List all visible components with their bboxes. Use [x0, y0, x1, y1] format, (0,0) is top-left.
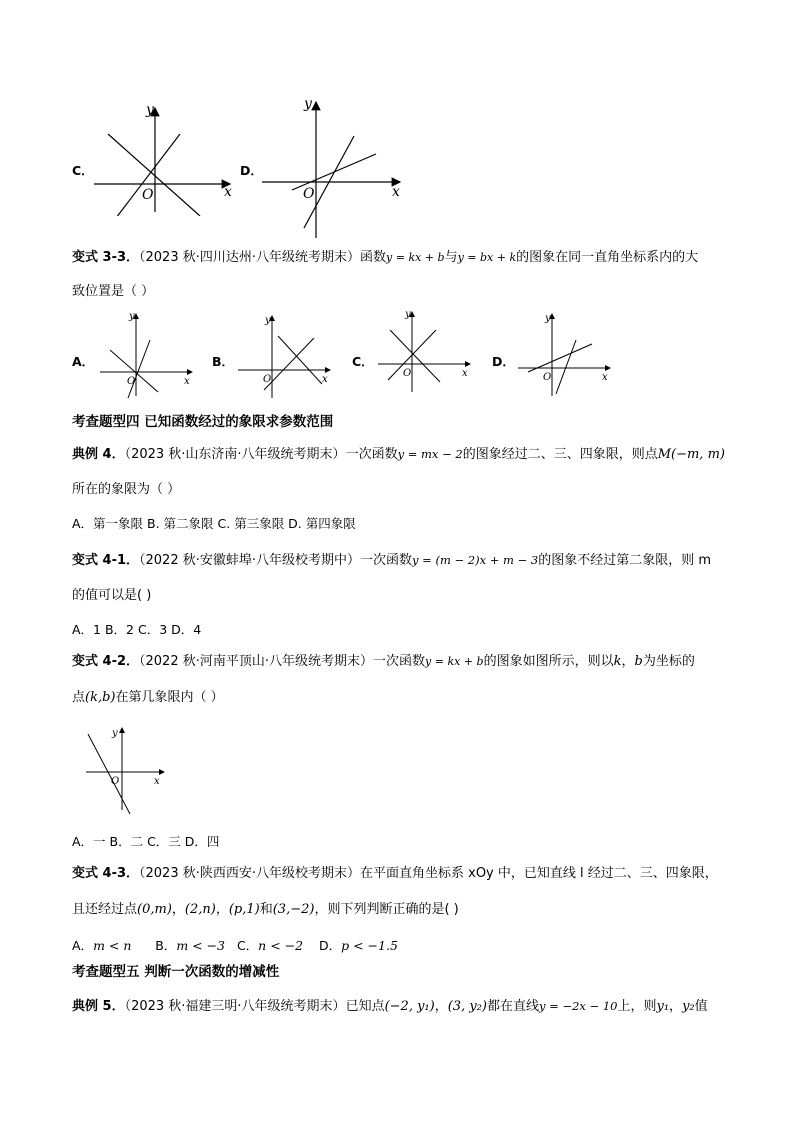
v33-option-b-label: B． — [212, 354, 235, 369]
ex5-text-b: 都在直线 — [486, 999, 539, 1014]
v33-text-b: 与 — [444, 250, 458, 265]
x-axis-label: x — [392, 184, 400, 200]
v33-text-c: 的图象在同一直角坐标系内的大 — [516, 250, 699, 265]
option-c-label: C． — [72, 163, 94, 178]
line-steep — [556, 340, 576, 394]
v42-choices: A．一 B．二 C．三 D．四 — [72, 834, 220, 849]
v43-choice-d: p < −1.5 — [341, 938, 398, 953]
v43-choices — [72, 936, 398, 956]
v42-line2-a: 点 — [72, 690, 86, 705]
v33-graph-c — [374, 308, 474, 398]
ex4-point: M(−m, m) — [657, 447, 725, 462]
v33-option-c-label: C． — [352, 354, 374, 369]
v42-var-k: k — [613, 654, 622, 669]
v33-source: （2023 秋·四川达州·八年级统考期末） — [139, 250, 360, 265]
v42-text-c: ， — [621, 654, 635, 669]
ex4-source: （2023 秋·山东济南·八年级统考期末） — [124, 447, 346, 462]
v33-graph-d — [514, 310, 614, 400]
ex4-text-a: 一次函数 — [345, 447, 398, 462]
v43-sep-1: ， — [171, 902, 185, 917]
ex4-choices: A．第一象限 B. 第二象限 C. 第三象限 D. 第四象限 — [72, 516, 356, 531]
ex5-point-1: (−2, y₁) — [384, 999, 435, 1014]
x-axis-label: x — [184, 376, 190, 387]
y-axis-label: y — [405, 309, 411, 320]
v33-option-a-label: A． — [72, 354, 95, 369]
v33-graph-b — [234, 312, 334, 402]
v41-eq: y = (m − 2)x + m − 3 — [412, 553, 539, 567]
v41-text-b: 的图象不经过第二象限，则 m — [538, 553, 711, 568]
origin-label: O — [111, 776, 120, 787]
v43-and: 和 — [259, 902, 273, 917]
v43-choice-a-label: A． — [72, 938, 94, 953]
ex4-text-b: 的图象经过二、三、四象限，则点 — [462, 447, 658, 462]
ex5-sep: ， — [434, 999, 448, 1014]
v33-line2: 致位置是（ ） — [72, 284, 155, 299]
v33-graph-a — [96, 310, 196, 400]
v33-eq1: y = kx + b — [386, 251, 445, 264]
v43-choice-a: m < n — [93, 938, 132, 953]
v41-source: （2022 秋·安徽蚌埠·八年级校考期中） — [139, 553, 360, 568]
v43-point-2: (2,n) — [184, 902, 216, 917]
v41-line1 — [72, 550, 711, 571]
x-axis-label: x — [602, 372, 608, 383]
y-axis-label: y — [112, 728, 118, 739]
line-increasing — [116, 134, 180, 216]
v43-choice-c-label: C． — [236, 938, 259, 953]
v42-line2 — [72, 688, 224, 708]
v41-tag: 变式 4-1． — [72, 553, 140, 568]
v43-point-3: (p,1) — [228, 902, 260, 917]
option-d-label: D． — [240, 163, 263, 178]
y-axis-label: y — [146, 102, 154, 118]
v42-line1 — [72, 652, 695, 672]
origin-label: O — [142, 187, 154, 203]
v43-choice-d-label: D． — [318, 938, 342, 953]
origin-label: O — [543, 372, 552, 383]
v43-choice-b-label: B． — [155, 938, 177, 953]
x-axis-label: x — [322, 374, 328, 385]
ex5-var-y2: y₂ — [682, 999, 695, 1014]
line-decreasing — [88, 734, 130, 814]
x-axis-label: x — [154, 776, 160, 787]
v33-line1 — [72, 248, 698, 268]
v43-sep-2: ， — [215, 902, 229, 917]
ex5-text-c: 上，则 — [617, 999, 657, 1014]
v33-text-a: 函数 — [360, 250, 387, 265]
origin-label: O — [127, 376, 136, 387]
y-axis-label: y — [129, 311, 135, 322]
origin-label: O — [403, 368, 412, 379]
ex5-line1 — [72, 996, 708, 1017]
v42-tag: 变式 4-2． — [72, 654, 140, 669]
v42-graph — [82, 724, 172, 816]
v43-text-a: 在平面直角坐标系 xOy 中，已知直线 l 经过二、三、四象限， — [360, 866, 718, 881]
ex4-eq: y = mx − 2 — [397, 447, 463, 461]
line-decreasing — [108, 134, 200, 216]
v42-source: （2022 秋·河南平顶山·八年级统考期末） — [139, 654, 373, 669]
v43-line2-a: 且还经过点 — [72, 902, 138, 917]
ex5-text-d: 值 — [694, 999, 708, 1014]
v43-tag: 变式 4-3． — [72, 866, 140, 881]
x-axis-label: x — [224, 184, 232, 200]
v43-line1 — [72, 864, 718, 884]
graph-option-d — [258, 96, 408, 240]
ex4-line1 — [72, 444, 725, 465]
line-decreasing — [278, 336, 322, 384]
v33-option-d-label: D． — [492, 354, 515, 369]
v43-line2 — [72, 900, 459, 920]
ex5-text-a: 已知点 — [345, 999, 385, 1014]
v33-tag: 变式 3-3． — [72, 250, 140, 265]
ex4-line2: 所在的象限为（ ） — [72, 482, 181, 497]
origin-label: O — [303, 186, 315, 202]
v42-text-d: 为坐标的 — [642, 654, 695, 669]
v43-line2-b: ，则下列判断正确的是( ) — [314, 902, 459, 917]
v42-var-b: b — [634, 654, 643, 669]
v43-source: （2023 秋·陕西西安·八年级校考期末） — [139, 866, 360, 881]
ex5-source: （2023 秋·福建三明·八年级统考期末） — [124, 999, 346, 1014]
y-axis-label: y — [304, 96, 312, 112]
origin-label: O — [263, 374, 272, 385]
ex5-sep-2: ， — [669, 999, 683, 1014]
v41-choices: A．1 B．2 C．3 D．4 — [72, 622, 202, 637]
y-axis-label: y — [265, 315, 271, 326]
v42-text-b: 的图象如图所示，则以 — [483, 654, 614, 669]
ex5-eq: y = −2x − 10 — [539, 999, 618, 1013]
v33-eq2: y = bx + k — [457, 251, 517, 264]
y-axis-label: y — [545, 313, 551, 324]
x-axis-label: x — [462, 368, 468, 379]
section5-title: 考查题型五 判断一次函数的增减性 — [72, 964, 280, 980]
v41-text-a: 一次函数 — [360, 553, 413, 568]
v43-choice-c: n < −2 — [258, 938, 304, 953]
line-decreasing — [390, 330, 440, 382]
v42-eq: y = kx + b — [425, 655, 484, 668]
ex4-tag: 典例 4． — [72, 447, 125, 462]
v42-line2-b: 在第几象限内（ ） — [115, 690, 224, 705]
v42-point: (k,b) — [85, 690, 116, 705]
v41-line2: 的值可以是( ) — [72, 588, 152, 603]
ex5-point-2: (3, y₂) — [447, 999, 487, 1014]
v43-point-1: (0,m) — [137, 902, 172, 917]
ex5-var-y1: y₁ — [656, 999, 670, 1014]
v42-text-a: 一次函数 — [373, 654, 426, 669]
graph-option-c — [88, 98, 238, 216]
ex5-tag: 典例 5． — [72, 999, 125, 1014]
v43-point-4: (3,−2) — [272, 902, 315, 917]
v43-choice-b: m < −3 — [176, 938, 226, 953]
section4-title: 考查题型四 已知函数经过的象限求参数范围 — [72, 414, 334, 430]
